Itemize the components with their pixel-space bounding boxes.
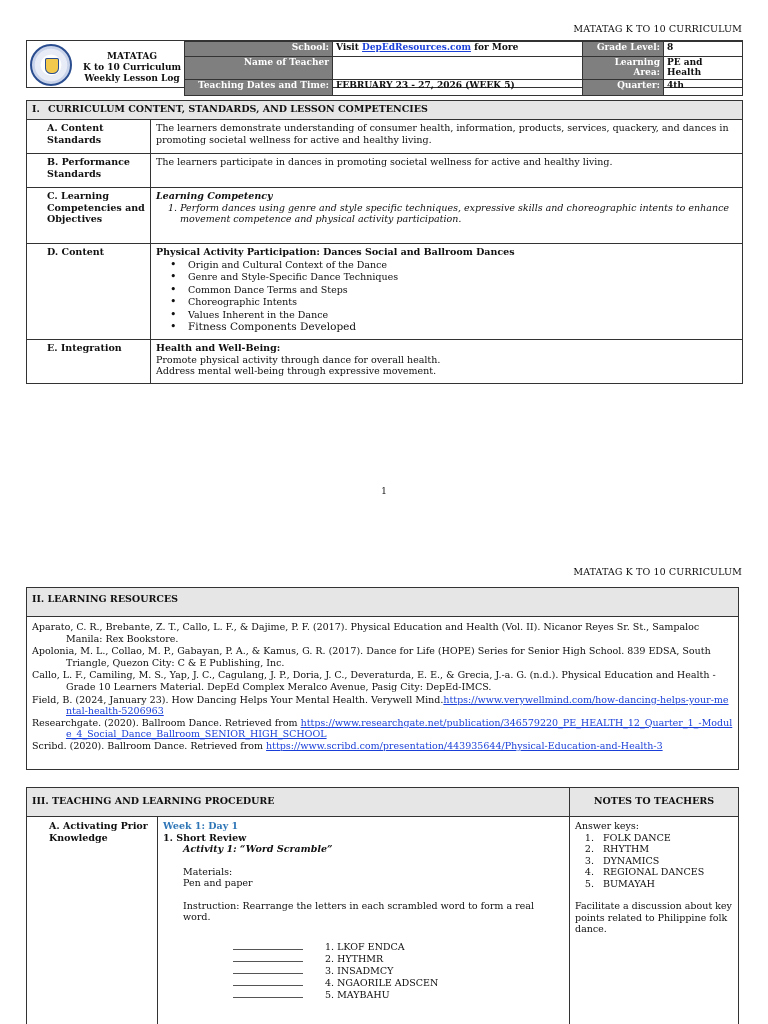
list-item: • Choreographic Intents xyxy=(170,296,737,309)
competency-item: 1. Perform dances using genre and style specific techniques, expressive skills and choreographic intents to enhance movement competence and physical activity participation. xyxy=(168,202,730,225)
list-item: 2. RHYTHM xyxy=(597,844,733,856)
content-list xyxy=(170,259,737,334)
section-teaching-procedure xyxy=(26,787,739,1024)
integration-label: E. Integration xyxy=(27,340,151,384)
content-cell xyxy=(151,244,743,340)
content-label: D. Content xyxy=(27,244,151,340)
activating-knowledge-label: A. Activating Prior Knowledge xyxy=(27,817,158,1024)
answer-blank[interactable] xyxy=(233,965,303,974)
school-label: School: xyxy=(185,42,333,57)
content-heading: Physical Activity Participation: Dances Social and Ballroom Dances xyxy=(156,247,515,258)
answer-blank[interactable] xyxy=(233,953,303,962)
reference-item: Researchgate. (2020). Ballroom Dance. Retrieved from https://www.researchgate.net/publication/346579220_PE_HEALTH_12_Quarter_1_-Module_4_Social_Dance_Ballroom_SENIOR_HIGH_SCHOOL xyxy=(32,717,733,741)
list-item: 5. MAYBAHU xyxy=(233,989,564,1001)
competencies-label: C. Learning Competencies and Objectives xyxy=(27,188,151,244)
section-heading: I. CURRICULUM CONTENT, STANDARDS, AND LESSON COMPETENCIES xyxy=(27,101,743,120)
list-item: 2. HYTHMR xyxy=(233,953,564,965)
page-header: MATATAG K TO 10 CURRICULUM xyxy=(573,567,742,578)
area-value: PE and Health xyxy=(664,57,743,80)
teacher-note: Facilitate a discussion about key points related to Philippine folk dance. xyxy=(575,901,732,935)
list-item: • Common Dance Terms and Steps xyxy=(170,284,737,297)
logo-title xyxy=(77,52,187,85)
reference-link[interactable]: https://www.verywellmind.com/how-dancing-helps-your-mental-health-5206963 xyxy=(66,694,729,718)
integration-heading: Health and Well-Being: xyxy=(156,343,281,354)
performance-standards-text: The learners participate in dances in promoting societal wellness for active and healthy living. xyxy=(151,154,743,188)
logo-title-line: K to 10 Curriculum xyxy=(82,63,182,73)
integration-line: Address mental well-being through expressive movement. xyxy=(156,366,437,377)
references-list xyxy=(27,617,738,769)
list-item: • Values Inherent in the Dance xyxy=(170,309,737,322)
list-item: 4. NGAORILE ADSCEN xyxy=(233,977,564,989)
materials-text: Pen and paper xyxy=(183,878,253,889)
step-label: 1. Short Review xyxy=(163,832,247,844)
deped-seal-logo xyxy=(30,44,72,86)
reference-item: Scribd. (2020). Ballroom Dance. Retrieved from https://www.scribd.com/presentation/443935644/Physical-Education-and-Health-3 xyxy=(32,740,663,752)
activity-title: Activity 1: “Word Scramble” xyxy=(183,844,333,855)
list-item: 3. DYNAMICS xyxy=(597,856,733,868)
list-item: 5. BUMAYAH xyxy=(597,879,733,891)
activity-cell xyxy=(158,817,570,1024)
logo-title-line: MATATAG xyxy=(106,52,158,62)
scramble-list xyxy=(233,941,564,1001)
list-item: 3. INSADMCY xyxy=(233,965,564,977)
answer-blank[interactable] xyxy=(233,989,303,998)
page-number: 1 xyxy=(381,487,387,497)
answer-blank[interactable] xyxy=(233,941,303,950)
integration-cell xyxy=(151,340,743,384)
reference-item: Aparato, C. R., Brebante, Z. T., Callo, L. F., & Dajime, P. F. (2017). Physical Education and Health (Vol. II). Nicanor Reyes Sr. St., Sampaloc Manila: Rex Bookstore. xyxy=(32,622,700,645)
notes-heading: NOTES TO TEACHERS xyxy=(570,788,739,817)
section-heading: III. TEACHING AND LEARNING PROCEDURE xyxy=(27,788,570,817)
header-grid xyxy=(184,41,743,96)
notes-cell xyxy=(570,817,739,1024)
list-item: • Genre and Style-Specific Dance Techniques xyxy=(170,271,737,284)
instruction-text: Instruction: Rearrange the letters in each scrambled word to form a real word. xyxy=(183,900,534,923)
quarter-label: Quarter: xyxy=(583,80,664,95)
dates-value: FEBRUARY 23 - 27, 2026 (WEEK 5) xyxy=(333,80,583,95)
answer-blank[interactable] xyxy=(233,977,303,986)
answer-keys-list xyxy=(597,833,733,891)
reference-link[interactable]: https://www.scribd.com/presentation/443935644/Physical-Education-and-Health-3 xyxy=(266,740,663,752)
competencies-cell xyxy=(151,188,743,244)
list-item: • Origin and Cultural Context of the Dance xyxy=(170,259,737,272)
reference-item: Callo, L. F., Camiling, M. S., Yap, J. C., Cagulang, J. P., Doria, J. C., Deveraturda, E. E., & Grecia, J.-a. G. (n.d.). Physical Education and Health - Grade 10 Learners Material. DepEd Complex Meralco Avenue, Pasig City: DepEd-IMCS. xyxy=(32,670,716,693)
week-label: Week 1: Day 1 xyxy=(163,821,239,832)
answer-keys-label: Answer keys: xyxy=(575,821,639,832)
content-standards-label: A. Content Standards xyxy=(27,120,151,154)
competency-heading: Learning Competency xyxy=(156,191,273,202)
section-heading: II. LEARNING RESOURCES xyxy=(27,588,738,617)
grade-value: 8 xyxy=(664,42,743,57)
page-header: MATATAG K TO 10 CURRICULUM xyxy=(573,24,742,35)
list-item: 1. LKOF ENDCA xyxy=(233,941,564,953)
teacher-value xyxy=(333,57,583,80)
materials-label: Materials: xyxy=(183,866,233,878)
section-learning-resources xyxy=(26,587,739,770)
logo-title-line: Weekly Lesson Log xyxy=(84,74,180,84)
dates-label: Teaching Dates and Time: xyxy=(185,80,333,95)
teacher-label: Name of Teacher xyxy=(185,57,333,80)
area-label: Learning Area: xyxy=(583,57,664,80)
content-standards-text: The learners demonstrate understanding of consumer health, information, products, services, quackery, and dances in promoting societal wellness for active and healthy living. xyxy=(151,120,743,154)
list-item: • Fitness Components Developed xyxy=(170,321,737,334)
integration-line: Promote physical activity through dance for overall health. xyxy=(156,354,441,366)
list-item: 4. REGIONAL DANCES xyxy=(597,867,733,879)
reference-link[interactable]: https://www.researchgate.net/publication/346579220_PE_HEALTH_12_Quarter_1_-Module_4_Social_Dance_Ballroom_SENIOR_HIGH_SCHOOL xyxy=(66,717,733,741)
section-curriculum-content xyxy=(26,100,743,384)
quarter-value: 4th xyxy=(664,80,743,95)
list-item: 1. FOLK DANCE xyxy=(597,833,733,845)
reference-item: Apolonia, M. L., Collao, M. P., Gabayan, P. A., & Kamus, G. R. (2017). Dance for Life (HOPE) Series for Senior High School. 839 EDSA, South Triangle, Quezon City: C & E Publishing, Inc. xyxy=(32,646,711,669)
school-value: Visit DepEdResources.com for More xyxy=(333,42,583,57)
lesson-log-header xyxy=(26,40,743,92)
grade-label: Grade Level: xyxy=(583,42,664,57)
school-link[interactable]: DepEdResources.com xyxy=(362,43,471,53)
reference-item: Field, B. (2024, January 23). How Dancing Helps Your Mental Health. Verywell Mind.https://www.verywellmind.com/how-dancing-helps-your-mental-health-5206963 xyxy=(32,694,729,718)
performance-standards-label: B. Performance Standards xyxy=(27,154,151,188)
